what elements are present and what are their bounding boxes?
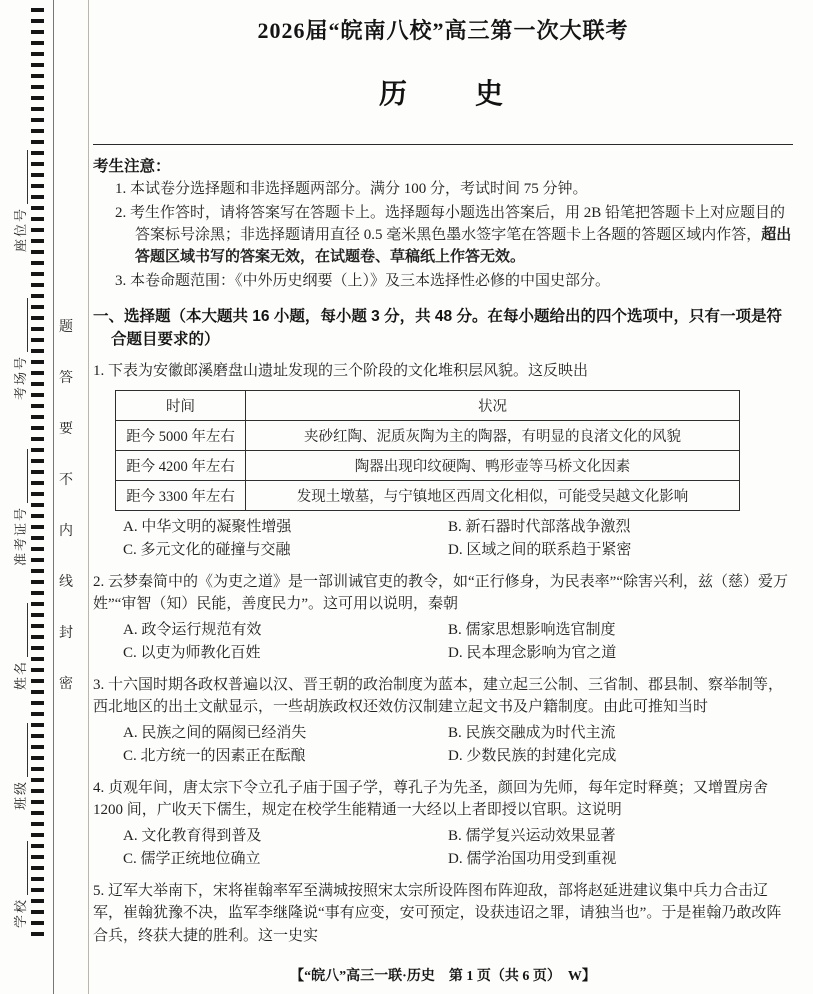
question-5 (93, 880, 793, 948)
seal-line-char: 内 (59, 524, 73, 539)
seal-line-char: 密 (59, 677, 73, 692)
seal-field-blank (15, 723, 28, 777)
seal-field-label: 准考证号 (13, 505, 28, 566)
answer-options (93, 516, 793, 562)
answer-option: C. 以吏为师教化百姓 (123, 644, 261, 661)
notice-list (93, 178, 793, 292)
answer-option: B. 新石器时代部落战争激烈 (448, 518, 631, 535)
question-2 (93, 571, 793, 665)
question-3 (93, 674, 793, 768)
question-stem: 3. 十六国时期各政权普遍以汉、晋王朝的政治制度为蓝本，建立起三公制、三省制、郡县制、察举制等，西北地区的出土文献显示，一些胡族政权还效仿汉制建立起文书及户籍制度。由此可推知当时 (93, 676, 784, 715)
fold-line (88, 0, 89, 994)
notice-item-number: 2. (115, 205, 130, 221)
notice-text: 本试卷分选择题和非选择题两部分。满分 100 分，考试时间 75 分钟。 (130, 181, 588, 197)
answer-option: A. 文化教育得到普及 (123, 827, 262, 844)
answer-option: A. 中华文明的凝聚性增强 (123, 518, 292, 535)
question-stem: 2. 云梦秦简中的《为吏之道》是一部训诫官吏的教令，如“正行修身，为民表率”“除害兴利，兹（慈）爱万姓”“审智（知）民能，善度民力”。这可用以说明，秦朝 (93, 573, 788, 612)
table-cell: 发现土墩墓，与宁镇地区西周文化相似，可能受吴越文化影响 (246, 480, 740, 510)
notice-item-2 (93, 202, 793, 268)
seal-line-char: 题 (59, 320, 73, 335)
answer-option: A. 民族之间的隔阂已经消失 (123, 724, 307, 741)
seal-field-blank (15, 603, 28, 657)
exam-title: 2026届“皖南八校”高三第一次大联考 (257, 18, 629, 43)
notice-item-number: 3. (115, 273, 130, 289)
answer-options (93, 825, 793, 871)
table-row (116, 450, 740, 480)
page-footer: 【“皖八”高三一联·历史 第 1 页（共 6 页） W】 (290, 969, 596, 984)
seal-field-admission-ticket-number (10, 449, 29, 566)
exam-content (93, 0, 793, 994)
subject-title: 历 史 (378, 79, 507, 110)
seal-field-blank (15, 150, 28, 204)
seal-line-char: 封 (59, 626, 73, 641)
seal-field-school (10, 841, 29, 928)
notice-item-3 (93, 270, 793, 292)
seal-field-blank (15, 298, 28, 352)
seal-line (53, 0, 54, 994)
seal-field-label: 座位号 (13, 206, 28, 252)
section-heading: 一、选择题（本大题共 16 小题，每小题 3 分，共 48 分。在每小题给出的四个选项中，只有一项是符合题目要求的） (93, 308, 782, 348)
answer-option: A. 政令运行规范有效 (123, 621, 262, 638)
answer-option: C. 儒学正统地位确立 (123, 850, 261, 867)
seal-field-blank (15, 449, 28, 503)
seal-field-blank (15, 841, 28, 895)
answer-options (93, 722, 793, 768)
seal-field-class (10, 723, 29, 810)
answer-option: D. 区域之间的联系趋于紧密 (448, 541, 632, 558)
question-table (115, 390, 740, 511)
seal-line-char: 不 (59, 473, 73, 488)
notice-item-1 (93, 178, 793, 200)
table-row (116, 480, 740, 510)
question-4 (93, 777, 793, 871)
seal-line-char: 答 (59, 371, 73, 386)
questions (93, 360, 793, 947)
table-header-cell: 状况 (246, 390, 740, 420)
table-cell: 夹砂红陶、泥质灰陶为主的陶器，有明显的良渚文化的风貌 (246, 420, 740, 450)
table-cell: 距今 4200 年左右 (116, 450, 246, 480)
seal-field-label: 学校 (13, 897, 28, 928)
answer-options (93, 619, 793, 665)
table-header-cell: 时间 (116, 390, 246, 420)
seal-line-chars (59, 316, 73, 693)
seal-line-char: 要 (59, 422, 73, 437)
table-cell: 陶器出现印纹硬陶、鸭形壶等马桥文化因素 (246, 450, 740, 480)
seal-field-exam-room-number (10, 298, 29, 400)
answer-option: D. 民本理念影响为官之道 (448, 644, 617, 661)
notice-text: 本卷命题范围：《中外历史纲要（上）》及三本选择性必修的中国史部分。 (130, 273, 611, 289)
answer-option: B. 民族交融成为时代主流 (448, 724, 616, 741)
answer-option: B. 儒学复兴运动效果显著 (448, 827, 616, 844)
answer-option: C. 多元文化的碰撞与交融 (123, 541, 291, 558)
answer-option: D. 少数民族的封建化完成 (448, 747, 617, 764)
header-divider (93, 144, 793, 145)
seal-field-label: 考场号 (13, 354, 28, 400)
table-cell: 距今 5000 年左右 (116, 420, 246, 450)
question-stem: 5. 辽军大举南下，宋将崔翰率军至满城按照宋太宗所设阵图布阵迎敌，部将赵延进建议集中兵力合击辽军，崔翰犹豫不决，监军李继隆说“事有应变，安可预定，设获违诏之罪，请独当也”。于是崔翰乃敢改阵合兵，终获大捷的胜利。这一史实 (93, 882, 782, 944)
notice-item-number: 1. (115, 181, 130, 197)
answer-option: C. 北方统一的因素正在酝酿 (123, 747, 306, 764)
seal-field-seat-number (10, 150, 29, 252)
seal-field-label: 姓名 (13, 659, 28, 690)
question-1 (93, 360, 793, 562)
answer-option: B. 儒家思想影响选官制度 (448, 621, 616, 638)
question-stem: 4. 贞观年间，唐太宗下令立孔子庙于国子学，尊孔子为先圣，颜回为先师，每年定时释奠；又增置房舍 1200 间，广收天下儒生，规定在校学生能精通一大经以上者即授以官职。这说明 (93, 779, 769, 818)
binding-mark-strip (31, 8, 44, 940)
table-cell: 距今 3300 年左右 (116, 480, 246, 510)
table-header-row (116, 390, 740, 420)
notice-heading: 考生注意： (93, 158, 171, 175)
seal-field-label: 班级 (13, 779, 28, 810)
question-stem: 1. 下表为安徽郎溪磨盘山遗址发现的三个阶段的文化堆积层风貌。这反映出 (93, 363, 589, 379)
seal-line-char: 线 (59, 575, 73, 590)
answer-option: D. 儒学治国功用受到重视 (448, 850, 617, 867)
notice-bold-text: 超出答题区域书写的答案无效，在试题卷、草稿纸上作答无效。 (135, 226, 792, 265)
seal-field-student-name (10, 603, 29, 690)
table-row (116, 420, 740, 450)
notice-section (93, 154, 793, 292)
notice-text: 考生作答时，请将答案写在答题卡上。选择题每小题选出答案后，用 2B 铅笔把答题卡上对应题目的答案标号涂黑；非选择题请用直径 0.5 毫米黑色墨水签字笔在答题卡上各题的答题区域内作答， (130, 205, 786, 243)
